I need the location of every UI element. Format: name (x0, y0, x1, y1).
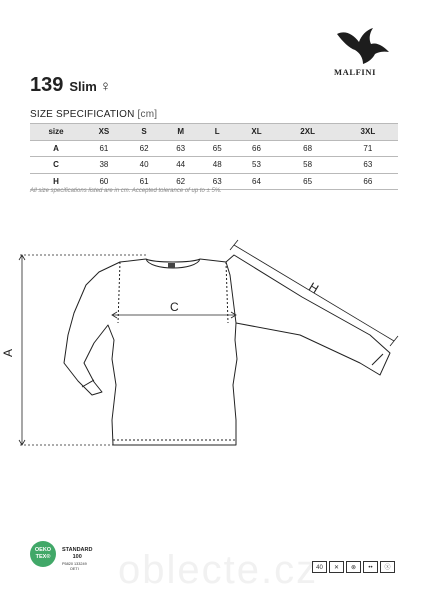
watermark-text: oblecte.cz (118, 548, 319, 592)
product-title (30, 74, 111, 97)
table-cell: 63 (338, 157, 398, 174)
table-cell: 64 (236, 173, 278, 190)
header-cell: M (162, 124, 199, 141)
label-h: H (306, 279, 322, 297)
header-cell: XL (236, 124, 278, 141)
table-cell: 62 (126, 140, 163, 157)
product-fit: Slim (69, 79, 97, 94)
table-row (30, 140, 398, 157)
measure-a-line (19, 255, 146, 445)
tolerance-note: All size specifications listed are in cm. Accepted tolerance of up to ± 5%. (30, 188, 222, 194)
table-cell: 62 (162, 173, 199, 190)
care-icons (312, 556, 397, 574)
table-cell: 38 (82, 157, 126, 174)
oeko-standard-number: 100 (72, 554, 82, 560)
oeko-tex-badge (30, 541, 56, 567)
table-cell: 40 (126, 157, 163, 174)
table-cell: 61 (82, 140, 126, 157)
oeko-code-1: P5820 133249 (62, 562, 87, 566)
table-cell: 65 (199, 140, 236, 157)
table-cell: 58 (278, 157, 338, 174)
no-tumble-dry-icon: ⊗ (346, 561, 361, 573)
product-number: 139 (30, 74, 64, 96)
table-cell: 71 (338, 140, 398, 157)
female-symbol-icon: ♀ (99, 78, 112, 95)
header-cell: L (199, 124, 236, 141)
shirt-outline (64, 255, 390, 445)
header-cell: size (30, 124, 82, 141)
row-label: A (30, 140, 82, 157)
table-cell: 63 (162, 140, 199, 157)
no-dry-clean-icon: ⓧ (380, 561, 395, 573)
table-cell: 48 (199, 157, 236, 174)
table-cell: 65 (278, 173, 338, 190)
size-spec-title (30, 109, 157, 120)
wash-40-icon: 40 (312, 561, 327, 573)
table-row (30, 157, 398, 174)
table-cell: 60 (82, 173, 126, 190)
size-spec-label: SIZE SPECIFICATION (30, 109, 135, 120)
table-cell: 66 (236, 140, 278, 157)
iron-icon: •• (363, 561, 378, 573)
garment-diagram (0, 235, 424, 470)
label-tag-icon (168, 263, 175, 268)
header-cell: XS (82, 124, 126, 141)
oeko-standard (62, 547, 92, 561)
size-spec-unit: [cm] (137, 109, 158, 120)
oeko-line2: TEX® (35, 554, 51, 560)
header-cell: S (126, 124, 163, 141)
table-cell: 68 (278, 140, 338, 157)
row-label: H (30, 173, 82, 190)
size-table (30, 123, 398, 190)
label-a: A (1, 348, 15, 357)
brand-name: MALFINI (334, 67, 376, 77)
table-header-row (30, 124, 398, 141)
label-c: C (170, 300, 179, 314)
row-label: C (30, 157, 82, 174)
no-bleach-icon: ✕ (329, 561, 344, 573)
malfini-logo-icon (333, 20, 395, 70)
oeko-standard-label: STANDARD (62, 547, 93, 553)
header-cell: 3XL (338, 124, 398, 141)
table-cell: 61 (126, 173, 163, 190)
table-cell: 63 (199, 173, 236, 190)
table-cell: 44 (162, 157, 199, 174)
oeko-line1: OEKO (34, 547, 52, 553)
header-cell: 2XL (278, 124, 338, 141)
table-cell: 66 (338, 173, 398, 190)
oeko-code-2: OETI (69, 567, 79, 571)
oeko-codes (62, 562, 87, 572)
table-cell: 53 (236, 157, 278, 174)
